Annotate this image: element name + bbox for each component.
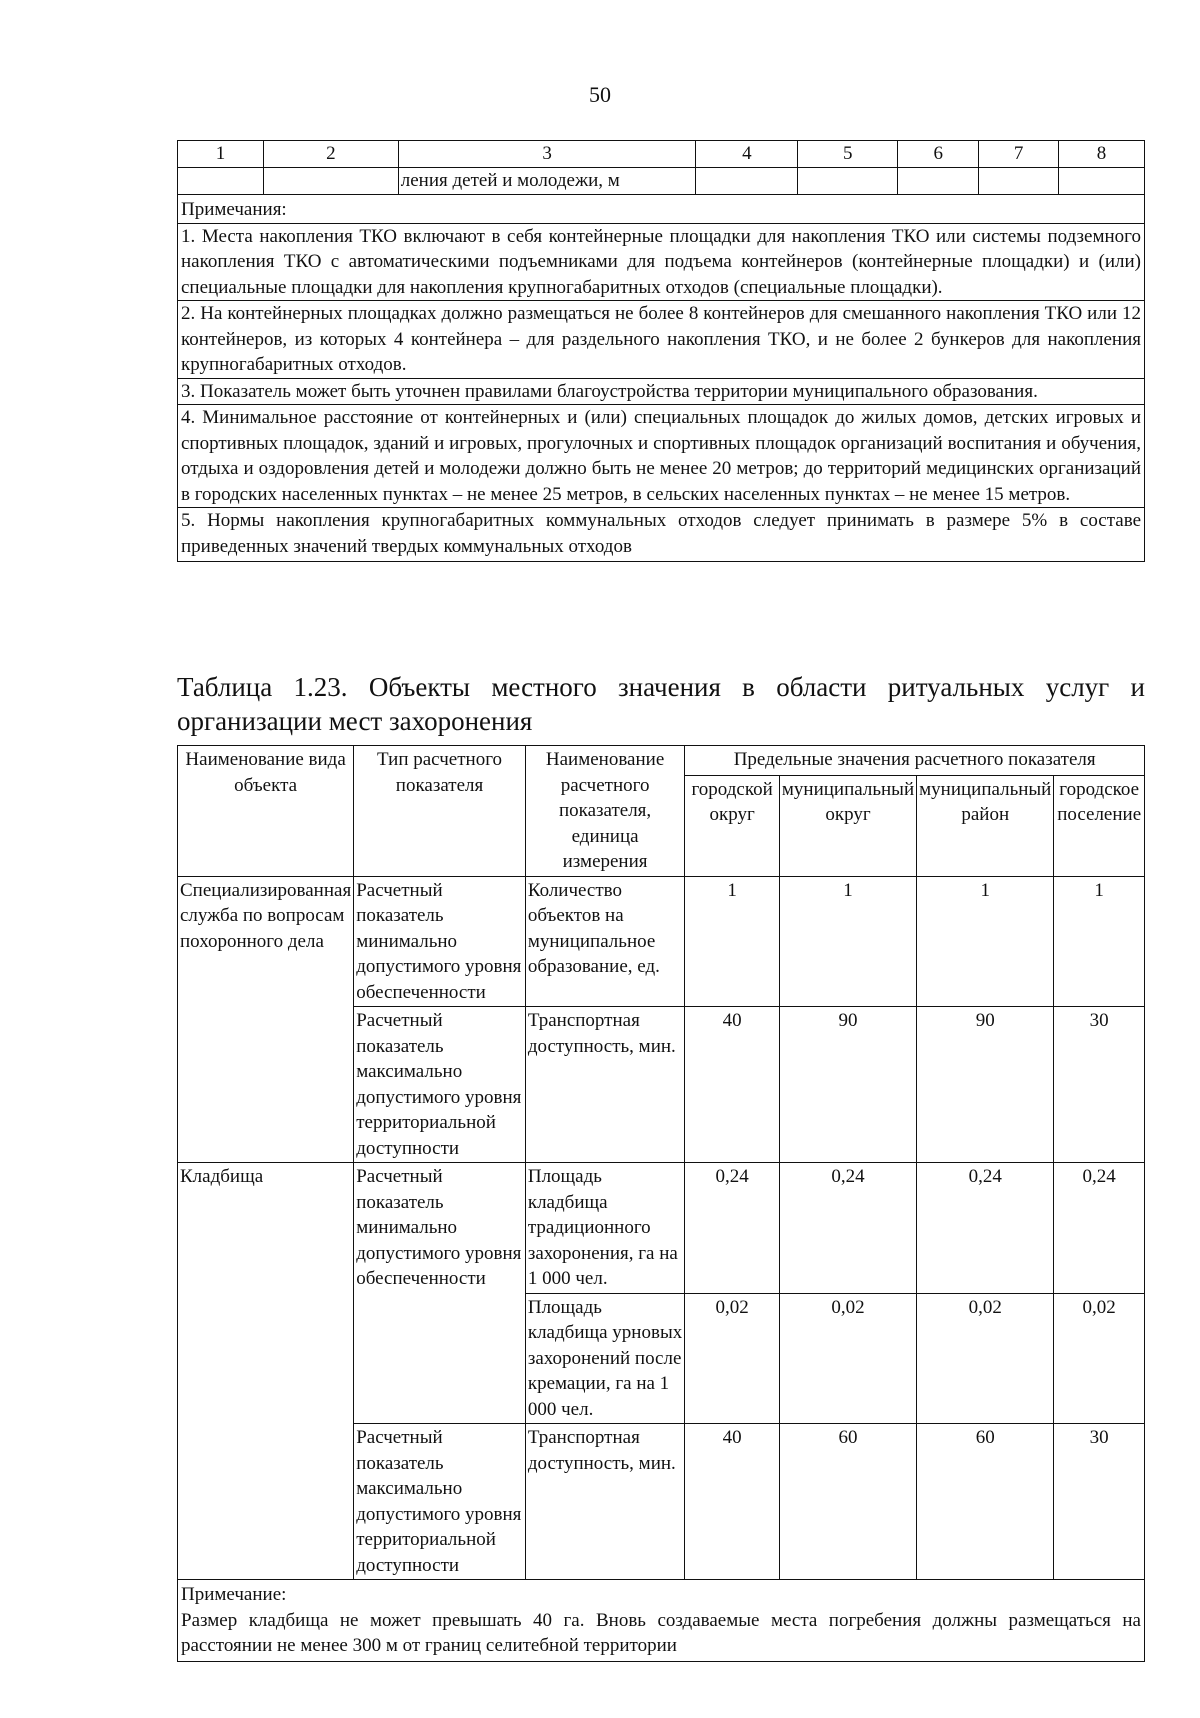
- value-cell: 40: [685, 1007, 780, 1163]
- value-cell: 0,02: [779, 1293, 916, 1424]
- column-number: 6: [898, 141, 979, 168]
- indicator-name-cell: Транспортная доступность, мин.: [525, 1424, 684, 1580]
- header-municipal-district: муниципальный округ: [779, 775, 916, 876]
- header-municipal-area: муниципальный район: [917, 775, 1054, 876]
- value-cell: 1: [1054, 876, 1145, 1007]
- header-indicator-name: Наименование расчетного показателя, единица измерения: [525, 746, 684, 877]
- value-cell: 0,24: [917, 1163, 1054, 1294]
- column-number: 5: [798, 141, 898, 168]
- value-cell: 90: [917, 1007, 1054, 1163]
- object-type-cell: Специализированная служба по вопросам похоронного дела: [178, 876, 354, 1163]
- notes-header: Примечания:: [181, 199, 287, 220]
- value-cell: 1: [685, 876, 780, 1007]
- note-row: [178, 1580, 1145, 1662]
- note-item: 3. Показатель может быть уточнен правилами благоустройства территории муниципального образования.: [178, 378, 1144, 405]
- value-cell: 1: [779, 876, 916, 1007]
- indicator-type-cell: Расчетный показатель минимально допустимого уровня обеспеченности: [354, 876, 526, 1007]
- header-indicator-type: Тип расчетного показателя: [354, 746, 526, 877]
- table-note-header: Примечание:: [181, 1584, 287, 1605]
- note-item: 2. На контейнерных площадках должно размещаться не более 8 контейнеров для смешанного накопления ТКО или 12 контейнеров, из которых 4 контейнера – для раздельного накопления ТКО, и не более 2 бункеров для накопления крупногабаритных отходов.: [178, 300, 1144, 378]
- indicator-type-cell: Расчетный показатель минимально допустимого уровня обеспеченности: [354, 1163, 526, 1424]
- indicator-name-cell: Транспортная доступность, мин.: [525, 1007, 684, 1163]
- value-cell: 60: [917, 1424, 1054, 1580]
- notes-row: [178, 195, 1145, 562]
- note-item: 4. Минимальное расстояние от контейнерных и (или) специальных площадок до жилых домов, детских игровых и спортивных площадок, зданий и игровых, прогулочных и спортивных площадок организаций воспитания и обучения, отдыха и оздоровления детей и молодежи должно быть не менее 20 метров; до территорий медицинских организаций в городских населенных пунктах – не менее 25 метров, в сельских населенных пунктах – не менее 15 метров.: [178, 404, 1144, 507]
- continuation-text: ления детей и молодежи, м: [398, 168, 696, 195]
- indicator-name-cell: Площадь кладбища урновых захоронений после кремации, га на 1 000 чел.: [525, 1293, 684, 1424]
- header-object-type: Наименование вида объекта: [178, 746, 354, 877]
- value-cell: 1: [917, 876, 1054, 1007]
- notes-cell: [178, 195, 1145, 562]
- value-cell: 60: [779, 1424, 916, 1580]
- object-type-cell: Кладбища: [178, 1163, 354, 1580]
- value-cell: 0,02: [917, 1293, 1054, 1424]
- value-cell: 30: [1054, 1424, 1145, 1580]
- indicator-type-cell: Расчетный показатель максимально допустимого уровня территориальной доступности: [354, 1007, 526, 1163]
- note-item: 5. Нормы накопления крупногабаритных коммунальных отходов следует принимать в размере 5% в составе приведенных значений твердых коммунальных отходов: [178, 507, 1144, 559]
- column-number: 1: [178, 141, 264, 168]
- page-number: 50: [589, 82, 611, 107]
- value-cell: 40: [685, 1424, 780, 1580]
- table-row: [178, 876, 1145, 1007]
- column-number: 2: [263, 141, 398, 168]
- value-cell: 0,24: [1054, 1163, 1145, 1294]
- indicator-name-cell: Площадь кладбища традиционного захоронения, га на 1 000 чел.: [525, 1163, 684, 1294]
- column-number: 7: [979, 141, 1059, 168]
- column-number: 8: [1059, 141, 1145, 168]
- value-cell: 0,24: [779, 1163, 916, 1294]
- value-cell: 0,02: [1054, 1293, 1145, 1424]
- table-title: Таблица 1.23. Объекты местного значения в области ритуальных услуг и организации мест захоронения: [177, 672, 1145, 736]
- header-row: [178, 746, 1145, 776]
- value-cell: 30: [1054, 1007, 1145, 1163]
- indicator-name-cell: Количество объектов на муниципальное образование, ед.: [525, 876, 684, 1007]
- header-limits: Предельные значения расчетного показателя: [685, 746, 1145, 776]
- ritual-services-table: [177, 745, 1145, 1662]
- continued-table: [177, 140, 1145, 562]
- value-cell: 0,02: [685, 1293, 780, 1424]
- column-number-row: [178, 141, 1145, 168]
- continuation-row: [178, 168, 1145, 195]
- header-urban-district: городской округ: [685, 775, 780, 876]
- table-note: [178, 1580, 1145, 1662]
- table-row: [178, 1163, 1145, 1294]
- column-number: 3: [398, 141, 696, 168]
- table-note-text: Размер кладбища не может превышать 40 га. Вновь создаваемые места погребения должны размещаться на расстоянии не менее 300 м от границ селитебной территории: [181, 1609, 1141, 1656]
- value-cell: 0,24: [685, 1163, 780, 1294]
- note-item: 1. Места накопления ТКО включают в себя контейнерные площадки для накопления ТКО или системы подземного накопления ТКО с автоматическими подъемниками для подъема контейнеров (контейнерные площадки) и (или) специальные площадки для накопления крупногабаритных отходов (специальные площадки).: [178, 223, 1144, 301]
- indicator-type-cell: Расчетный показатель максимально допустимого уровня территориальной доступности: [354, 1424, 526, 1580]
- column-number: 4: [696, 141, 798, 168]
- value-cell: 90: [779, 1007, 916, 1163]
- header-urban-settlement: городское поселение: [1054, 775, 1145, 876]
